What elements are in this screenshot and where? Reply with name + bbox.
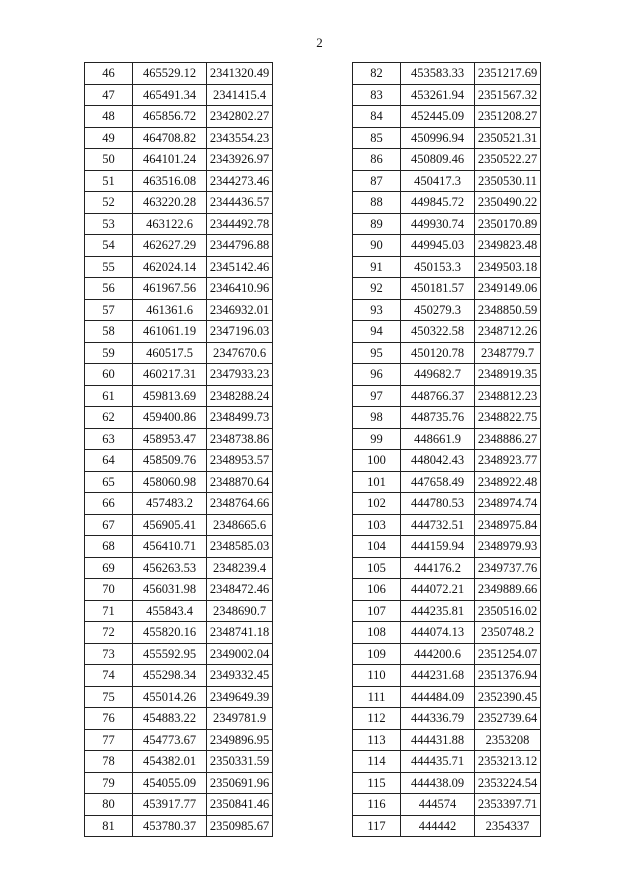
x-coordinate-cell: 456031.98 <box>133 579 207 601</box>
x-coordinate-cell: 449945.03 <box>401 235 475 257</box>
table-row <box>85 278 273 300</box>
point-number-cell: 94 <box>353 321 401 343</box>
table-row <box>85 622 273 644</box>
y-coordinate-cell: 2348979.93 <box>475 536 541 558</box>
table-row <box>85 235 273 257</box>
point-number-cell: 104 <box>353 536 401 558</box>
x-coordinate-cell: 444336.79 <box>401 708 475 730</box>
point-number-cell: 51 <box>85 170 133 192</box>
x-coordinate-cell: 449682.7 <box>401 364 475 386</box>
point-number-cell: 64 <box>85 450 133 472</box>
table-row <box>353 235 541 257</box>
y-coordinate-cell: 2350521.31 <box>475 127 541 149</box>
table-row <box>85 213 273 235</box>
table-row <box>85 772 273 794</box>
y-coordinate-cell: 2348953.57 <box>207 450 273 472</box>
table-row <box>353 815 541 837</box>
point-number-cell: 68 <box>85 536 133 558</box>
x-coordinate-cell: 448766.37 <box>401 385 475 407</box>
table-row <box>353 450 541 472</box>
point-number-cell: 48 <box>85 106 133 128</box>
y-coordinate-cell: 2352390.45 <box>475 686 541 708</box>
y-coordinate-cell: 2349649.39 <box>207 686 273 708</box>
y-coordinate-cell: 2348690.7 <box>207 600 273 622</box>
point-number-cell: 84 <box>353 106 401 128</box>
table-row <box>353 557 541 579</box>
table-row <box>353 772 541 794</box>
x-coordinate-cell: 444780.53 <box>401 493 475 515</box>
point-number-cell: 67 <box>85 514 133 536</box>
point-number-cell: 66 <box>85 493 133 515</box>
y-coordinate-cell: 2345142.46 <box>207 256 273 278</box>
table-row <box>85 729 273 751</box>
x-coordinate-cell: 444732.51 <box>401 514 475 536</box>
x-coordinate-cell: 454773.67 <box>133 729 207 751</box>
y-coordinate-cell: 2350490.22 <box>475 192 541 214</box>
y-coordinate-cell: 2344492.78 <box>207 213 273 235</box>
table-row <box>353 149 541 171</box>
point-number-cell: 50 <box>85 149 133 171</box>
x-coordinate-cell: 462627.29 <box>133 235 207 257</box>
y-coordinate-cell: 2349823.48 <box>475 235 541 257</box>
y-coordinate-cell: 2350530.11 <box>475 170 541 192</box>
point-number-cell: 73 <box>85 643 133 665</box>
table-row <box>85 385 273 407</box>
y-coordinate-cell: 2348288.24 <box>207 385 273 407</box>
y-coordinate-cell: 2344436.57 <box>207 192 273 214</box>
point-number-cell: 57 <box>85 299 133 321</box>
point-number-cell: 105 <box>353 557 401 579</box>
x-coordinate-cell: 461061.19 <box>133 321 207 343</box>
table-row <box>85 600 273 622</box>
x-coordinate-cell: 463516.08 <box>133 170 207 192</box>
x-coordinate-cell: 449930.74 <box>401 213 475 235</box>
y-coordinate-cell: 2352739.64 <box>475 708 541 730</box>
x-coordinate-cell: 444072.21 <box>401 579 475 601</box>
table-row <box>85 299 273 321</box>
point-number-cell: 74 <box>85 665 133 687</box>
y-coordinate-cell: 2347933.23 <box>207 364 273 386</box>
point-number-cell: 70 <box>85 579 133 601</box>
y-coordinate-cell: 2349781.9 <box>207 708 273 730</box>
table-row <box>353 471 541 493</box>
point-number-cell: 106 <box>353 579 401 601</box>
y-coordinate-cell: 2348499.73 <box>207 407 273 429</box>
point-number-cell: 71 <box>85 600 133 622</box>
x-coordinate-cell: 462024.14 <box>133 256 207 278</box>
y-coordinate-cell: 2350748.2 <box>475 622 541 644</box>
x-coordinate-cell: 450120.78 <box>401 342 475 364</box>
point-number-cell: 62 <box>85 407 133 429</box>
y-coordinate-cell: 2350331.59 <box>207 751 273 773</box>
y-coordinate-cell: 2350522.27 <box>475 149 541 171</box>
y-coordinate-cell: 2346410.96 <box>207 278 273 300</box>
x-coordinate-cell: 454883.22 <box>133 708 207 730</box>
y-coordinate-cell: 2346932.01 <box>207 299 273 321</box>
table-row <box>85 149 273 171</box>
y-coordinate-cell: 2353224.54 <box>475 772 541 794</box>
point-number-cell: 86 <box>353 149 401 171</box>
x-coordinate-cell: 450153.3 <box>401 256 475 278</box>
point-number-cell: 100 <box>353 450 401 472</box>
table-row <box>353 622 541 644</box>
table-row <box>85 192 273 214</box>
point-number-cell: 87 <box>353 170 401 192</box>
x-coordinate-cell: 460217.31 <box>133 364 207 386</box>
y-coordinate-cell: 2349896.95 <box>207 729 273 751</box>
x-coordinate-cell: 459813.69 <box>133 385 207 407</box>
point-number-cell: 79 <box>85 772 133 794</box>
point-number-cell: 82 <box>353 63 401 85</box>
y-coordinate-cell: 2348975.84 <box>475 514 541 536</box>
point-number-cell: 59 <box>85 342 133 364</box>
x-coordinate-cell: 444438.09 <box>401 772 475 794</box>
table-row <box>85 751 273 773</box>
y-coordinate-cell: 2350516.02 <box>475 600 541 622</box>
point-number-cell: 91 <box>353 256 401 278</box>
page-number: 2 <box>316 35 323 50</box>
point-number-cell: 77 <box>85 729 133 751</box>
x-coordinate-cell: 455014.26 <box>133 686 207 708</box>
table-row <box>85 342 273 364</box>
point-number-cell: 47 <box>85 84 133 106</box>
x-coordinate-cell: 453583.33 <box>401 63 475 85</box>
point-number-cell: 112 <box>353 708 401 730</box>
point-number-cell: 97 <box>353 385 401 407</box>
x-coordinate-cell: 455592.95 <box>133 643 207 665</box>
y-coordinate-cell: 2342802.27 <box>207 106 273 128</box>
table-row <box>85 665 273 687</box>
table-row <box>85 127 273 149</box>
x-coordinate-cell: 463122.6 <box>133 213 207 235</box>
y-coordinate-cell: 2348922.48 <box>475 471 541 493</box>
y-coordinate-cell: 2350691.96 <box>207 772 273 794</box>
table-row <box>353 342 541 364</box>
y-coordinate-cell: 2351208.27 <box>475 106 541 128</box>
point-number-cell: 55 <box>85 256 133 278</box>
x-coordinate-cell: 450996.94 <box>401 127 475 149</box>
x-coordinate-cell: 444200.6 <box>401 643 475 665</box>
table-row <box>353 385 541 407</box>
table-row <box>353 321 541 343</box>
x-coordinate-cell: 444235.81 <box>401 600 475 622</box>
x-coordinate-cell: 453261.94 <box>401 84 475 106</box>
y-coordinate-cell: 2343554.23 <box>207 127 273 149</box>
table-row <box>353 514 541 536</box>
point-number-cell: 96 <box>353 364 401 386</box>
table-row <box>85 708 273 730</box>
table-row <box>85 557 273 579</box>
point-number-cell: 88 <box>353 192 401 214</box>
y-coordinate-cell: 2348741.18 <box>207 622 273 644</box>
x-coordinate-cell: 459400.86 <box>133 407 207 429</box>
y-coordinate-cell: 2349503.18 <box>475 256 541 278</box>
table-row <box>353 751 541 773</box>
table-row <box>353 364 541 386</box>
x-coordinate-cell: 444159.94 <box>401 536 475 558</box>
point-number-cell: 53 <box>85 213 133 235</box>
y-coordinate-cell: 2350170.89 <box>475 213 541 235</box>
table-row <box>85 536 273 558</box>
point-number-cell: 93 <box>353 299 401 321</box>
point-number-cell: 103 <box>353 514 401 536</box>
table-row <box>353 643 541 665</box>
table-row <box>353 579 541 601</box>
x-coordinate-cell: 465529.12 <box>133 63 207 85</box>
table-row <box>85 256 273 278</box>
y-coordinate-cell: 2347196.03 <box>207 321 273 343</box>
point-number-cell: 99 <box>353 428 401 450</box>
table-row <box>353 407 541 429</box>
point-number-cell: 92 <box>353 278 401 300</box>
y-coordinate-cell: 2344796.88 <box>207 235 273 257</box>
x-coordinate-cell: 450279.3 <box>401 299 475 321</box>
point-number-cell: 78 <box>85 751 133 773</box>
y-coordinate-cell: 2348850.59 <box>475 299 541 321</box>
x-coordinate-cell: 448042.43 <box>401 450 475 472</box>
table-row <box>353 428 541 450</box>
y-coordinate-cell: 2348738.86 <box>207 428 273 450</box>
point-number-cell: 83 <box>353 84 401 106</box>
y-coordinate-cell: 2348870.64 <box>207 471 273 493</box>
table-row <box>85 493 273 515</box>
point-number-cell: 107 <box>353 600 401 622</box>
x-coordinate-cell: 448661.9 <box>401 428 475 450</box>
table-row <box>85 794 273 816</box>
table-row <box>353 192 541 214</box>
x-coordinate-cell: 455298.34 <box>133 665 207 687</box>
point-number-cell: 46 <box>85 63 133 85</box>
point-number-cell: 76 <box>85 708 133 730</box>
table-row <box>353 600 541 622</box>
y-coordinate-cell: 2351376.94 <box>475 665 541 687</box>
x-coordinate-cell: 454055.09 <box>133 772 207 794</box>
x-coordinate-cell: 457483.2 <box>133 493 207 515</box>
x-coordinate-cell: 444435.71 <box>401 751 475 773</box>
x-coordinate-cell: 453917.77 <box>133 794 207 816</box>
point-number-cell: 85 <box>353 127 401 149</box>
table-row <box>85 63 273 85</box>
point-number-cell: 56 <box>85 278 133 300</box>
point-number-cell: 89 <box>353 213 401 235</box>
y-coordinate-cell: 2349889.66 <box>475 579 541 601</box>
y-coordinate-cell: 2348779.7 <box>475 342 541 364</box>
y-coordinate-cell: 2348472.46 <box>207 579 273 601</box>
x-coordinate-cell: 450417.3 <box>401 170 475 192</box>
y-coordinate-cell: 2354337 <box>475 815 541 837</box>
point-number-cell: 117 <box>353 815 401 837</box>
y-coordinate-cell: 2348822.75 <box>475 407 541 429</box>
table-row <box>353 299 541 321</box>
table-row <box>85 106 273 128</box>
point-number-cell: 81 <box>85 815 133 837</box>
table-row <box>353 213 541 235</box>
x-coordinate-cell: 444176.2 <box>401 557 475 579</box>
table-row <box>85 686 273 708</box>
x-coordinate-cell: 444074.13 <box>401 622 475 644</box>
x-coordinate-cell: 454382.01 <box>133 751 207 773</box>
y-coordinate-cell: 2353213.12 <box>475 751 541 773</box>
point-number-cell: 49 <box>85 127 133 149</box>
point-number-cell: 63 <box>85 428 133 450</box>
table-row <box>85 407 273 429</box>
point-number-cell: 108 <box>353 622 401 644</box>
y-coordinate-cell: 2348923.77 <box>475 450 541 472</box>
point-number-cell: 65 <box>85 471 133 493</box>
table-row <box>353 278 541 300</box>
point-number-cell: 90 <box>353 235 401 257</box>
x-coordinate-cell: 455820.16 <box>133 622 207 644</box>
y-coordinate-cell: 2351217.69 <box>475 63 541 85</box>
y-coordinate-cell: 2349149.06 <box>475 278 541 300</box>
point-number-cell: 109 <box>353 643 401 665</box>
x-coordinate-cell: 452445.09 <box>401 106 475 128</box>
table-row <box>353 256 541 278</box>
x-coordinate-cell: 450809.46 <box>401 149 475 171</box>
table-row <box>85 815 273 837</box>
x-coordinate-cell: 448735.76 <box>401 407 475 429</box>
x-coordinate-cell: 444574 <box>401 794 475 816</box>
coordinates-table-left <box>84 62 273 837</box>
y-coordinate-cell: 2341415.4 <box>207 84 273 106</box>
point-number-cell: 80 <box>85 794 133 816</box>
table-row <box>85 471 273 493</box>
point-number-cell: 52 <box>85 192 133 214</box>
point-number-cell: 60 <box>85 364 133 386</box>
point-number-cell: 69 <box>85 557 133 579</box>
y-coordinate-cell: 2350985.67 <box>207 815 273 837</box>
point-number-cell: 111 <box>353 686 401 708</box>
x-coordinate-cell: 450181.57 <box>401 278 475 300</box>
coordinates-table-right <box>352 62 541 837</box>
x-coordinate-cell: 444231.68 <box>401 665 475 687</box>
point-number-cell: 61 <box>85 385 133 407</box>
y-coordinate-cell: 2351567.32 <box>475 84 541 106</box>
x-coordinate-cell: 465491.34 <box>133 84 207 106</box>
x-coordinate-cell: 463220.28 <box>133 192 207 214</box>
table-row <box>353 665 541 687</box>
point-number-cell: 113 <box>353 729 401 751</box>
x-coordinate-cell: 464101.24 <box>133 149 207 171</box>
x-coordinate-cell: 460517.5 <box>133 342 207 364</box>
table-row <box>353 170 541 192</box>
table-row <box>353 729 541 751</box>
table-row <box>353 708 541 730</box>
table-row <box>85 364 273 386</box>
x-coordinate-cell: 461361.6 <box>133 299 207 321</box>
point-number-cell: 72 <box>85 622 133 644</box>
y-coordinate-cell: 2349002.04 <box>207 643 273 665</box>
y-coordinate-cell: 2348712.26 <box>475 321 541 343</box>
table-row <box>353 127 541 149</box>
table-row <box>353 493 541 515</box>
table-row <box>85 514 273 536</box>
x-coordinate-cell: 455843.4 <box>133 600 207 622</box>
table-row <box>85 643 273 665</box>
x-coordinate-cell: 458953.47 <box>133 428 207 450</box>
x-coordinate-cell: 447658.49 <box>401 471 475 493</box>
point-number-cell: 95 <box>353 342 401 364</box>
x-coordinate-cell: 465856.72 <box>133 106 207 128</box>
x-coordinate-cell: 464708.82 <box>133 127 207 149</box>
x-coordinate-cell: 444431.88 <box>401 729 475 751</box>
point-number-cell: 54 <box>85 235 133 257</box>
point-number-cell: 116 <box>353 794 401 816</box>
y-coordinate-cell: 2348665.6 <box>207 514 273 536</box>
table-row <box>85 84 273 106</box>
x-coordinate-cell: 456410.71 <box>133 536 207 558</box>
x-coordinate-cell: 461967.56 <box>133 278 207 300</box>
table-row <box>85 579 273 601</box>
y-coordinate-cell: 2341320.49 <box>207 63 273 85</box>
y-coordinate-cell: 2347670.6 <box>207 342 273 364</box>
x-coordinate-cell: 450322.58 <box>401 321 475 343</box>
y-coordinate-cell: 2348812.23 <box>475 385 541 407</box>
x-coordinate-cell: 453780.37 <box>133 815 207 837</box>
y-coordinate-cell: 2348239.4 <box>207 557 273 579</box>
y-coordinate-cell: 2344273.46 <box>207 170 273 192</box>
x-coordinate-cell: 444442 <box>401 815 475 837</box>
point-number-cell: 115 <box>353 772 401 794</box>
table-row <box>353 536 541 558</box>
table-row <box>353 686 541 708</box>
point-number-cell: 101 <box>353 471 401 493</box>
y-coordinate-cell: 2348886.27 <box>475 428 541 450</box>
y-coordinate-cell: 2348974.74 <box>475 493 541 515</box>
y-coordinate-cell: 2349332.45 <box>207 665 273 687</box>
x-coordinate-cell: 456263.53 <box>133 557 207 579</box>
point-number-cell: 98 <box>353 407 401 429</box>
y-coordinate-cell: 2348585.03 <box>207 536 273 558</box>
table-row <box>85 170 273 192</box>
y-coordinate-cell: 2349737.76 <box>475 557 541 579</box>
point-number-cell: 114 <box>353 751 401 773</box>
y-coordinate-cell: 2353397.71 <box>475 794 541 816</box>
point-number-cell: 58 <box>85 321 133 343</box>
y-coordinate-cell: 2353208 <box>475 729 541 751</box>
x-coordinate-cell: 458060.98 <box>133 471 207 493</box>
x-coordinate-cell: 456905.41 <box>133 514 207 536</box>
table-row <box>85 450 273 472</box>
y-coordinate-cell: 2348764.66 <box>207 493 273 515</box>
y-coordinate-cell: 2348919.35 <box>475 364 541 386</box>
table-row <box>85 428 273 450</box>
table-row <box>85 321 273 343</box>
point-number-cell: 102 <box>353 493 401 515</box>
table-row <box>353 84 541 106</box>
x-coordinate-cell: 458509.76 <box>133 450 207 472</box>
y-coordinate-cell: 2350841.46 <box>207 794 273 816</box>
table-row <box>353 794 541 816</box>
table-row <box>353 106 541 128</box>
x-coordinate-cell: 444484.09 <box>401 686 475 708</box>
point-number-cell: 110 <box>353 665 401 687</box>
y-coordinate-cell: 2343926.97 <box>207 149 273 171</box>
table-row <box>353 63 541 85</box>
x-coordinate-cell: 449845.72 <box>401 192 475 214</box>
y-coordinate-cell: 2351254.07 <box>475 643 541 665</box>
point-number-cell: 75 <box>85 686 133 708</box>
